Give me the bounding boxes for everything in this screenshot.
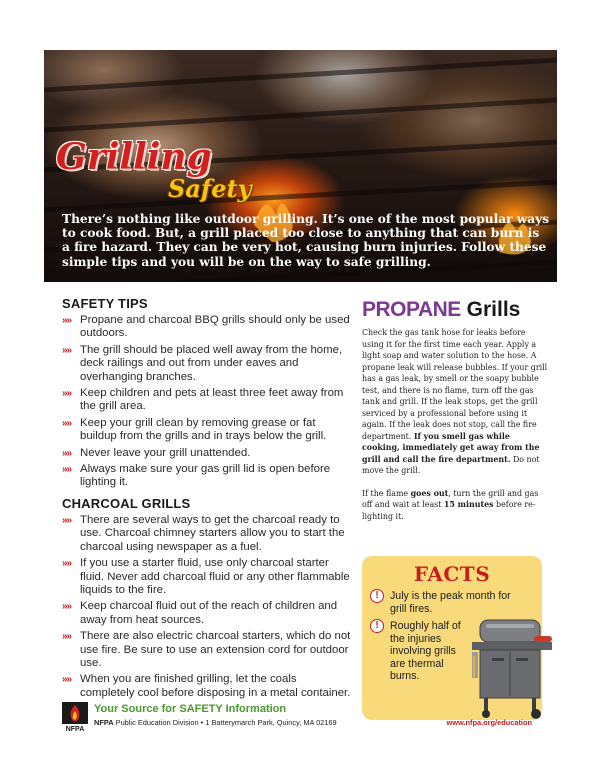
list-item: »» Propane and charcoal BBQ grills should only be used outdoors.	[62, 314, 350, 340]
propane-title-word: PROPANE	[362, 298, 461, 321]
safety-tips-heading: SAFETY TIPS	[62, 296, 148, 311]
hero-banner	[44, 50, 557, 282]
list-item: »» Keep children and pets at least three feet away from the grill area.	[62, 387, 344, 413]
list-item: »» There are several ways to get the charcoal ready to use. Charcoal chimney starters allow you to start the charcoal using newspaper as a fuel.	[62, 513, 345, 553]
list-item: »» Keep your grill clean by removing grease or fat buildup from the grills and in trays below the grill.	[62, 416, 327, 443]
list-item: »» Keep charcoal fluid out of the reach of children and away from heat sources.	[62, 600, 338, 626]
intro-text: There’s nothing like outdoor grilling. It’s one of the most popular ways to cook food. But, a grill placed too close to anything that can burn is a fire hazard. They can be very hot, causing burn injuries. Follow these simple tips and you will be on the way to safe grilling.	[62, 212, 550, 269]
bullet-arrows-icon: »»	[62, 631, 72, 643]
list-item: »» Always make sure your gas grill lid is open before lighting it.	[62, 463, 331, 489]
svg-text:NFPA: NFPA	[65, 726, 85, 732]
propane-paragraph-1: Check the gas tank hose for leaks before using it for the first time each year. Apply a light soap and water solution to the hose. A propane leak will release bubbles. If your grill has a gas leak, by smell or the soapy bubble test, and there is no flame, turn off the gas tank and grill. If the leak stops, get the grill serviced by a professional before using it again. If the leak does not stop, call the fire department. If you smell gas while cooking, immediately get away from the grill and call the fire department. Do not move the grill.	[362, 328, 548, 475]
title-safety: Safety	[168, 174, 252, 203]
bullet-arrows-icon: »»	[62, 674, 72, 686]
charcoal-grills-heading: CHARCOAL GRILLS	[62, 495, 191, 511]
propane-title	[362, 298, 548, 322]
list-item: »» Never leave your grill unattended.	[62, 446, 251, 459]
footer-address: NFPA Public Education Division • 1 Batterymarch Park, Quincy, MA 02169	[94, 718, 337, 727]
nfpa-logo-icon	[62, 702, 88, 732]
facts-heading: FACTS	[413, 562, 491, 586]
footer-url-link[interactable]: www.nfpa.org/education	[446, 718, 532, 727]
fact-item: ! Roughly half of the injuries involving grills are thermal burns.	[370, 620, 468, 683]
tips-column	[62, 296, 352, 703]
bullet-arrows-icon: »»	[62, 514, 72, 526]
bullet-arrows-icon: »»	[62, 388, 72, 400]
fact-item: ! July is the peak month for grill fires.	[370, 590, 520, 615]
bullet-arrows-icon: »»	[62, 601, 72, 613]
bullet-arrows-icon: »»	[62, 315, 72, 326]
bullet-arrows-icon: »»	[62, 464, 72, 476]
title-grilling: Grilling	[56, 136, 212, 178]
footer-tagline: Your Source for SAFETY Information	[94, 703, 287, 715]
bullet-arrows-icon: »»	[62, 344, 72, 356]
bullet-arrows-icon: »»	[62, 447, 72, 459]
propane-paragraph-2: If the flame goes out, turn the grill and gas off and wait at least 15 minutes before re-lighting it.	[362, 488, 539, 521]
footer	[62, 698, 552, 738]
bullet-arrows-icon: »»	[62, 417, 72, 429]
propane-section	[362, 298, 548, 522]
exclamation-circle-icon: !	[370, 619, 384, 633]
list-item: »» There are also electric charcoal starters, which do not use fire. Be sure to use an extension cord for outdoor use.	[62, 630, 351, 669]
bullet-arrows-icon: »»	[62, 558, 72, 570]
list-item: »» When you are finished grilling, let the coals completely cool before disposing in a metal container.	[62, 673, 351, 699]
exclamation-circle-icon: !	[370, 589, 384, 603]
list-item: »» The grill should be placed well away from the home, deck railings and out from under eaves and overhanging branches.	[62, 343, 343, 383]
list-item: »» If you use a starter fluid, use only charcoal starter fluid. Never add charcoal fluid or any other flammable liquids to the fire.	[62, 557, 350, 596]
safety-flyer	[44, 50, 557, 743]
charcoal-grills-list	[62, 514, 352, 700]
safety-tips-list	[62, 314, 352, 490]
grills-title-word: Grills	[466, 298, 521, 321]
